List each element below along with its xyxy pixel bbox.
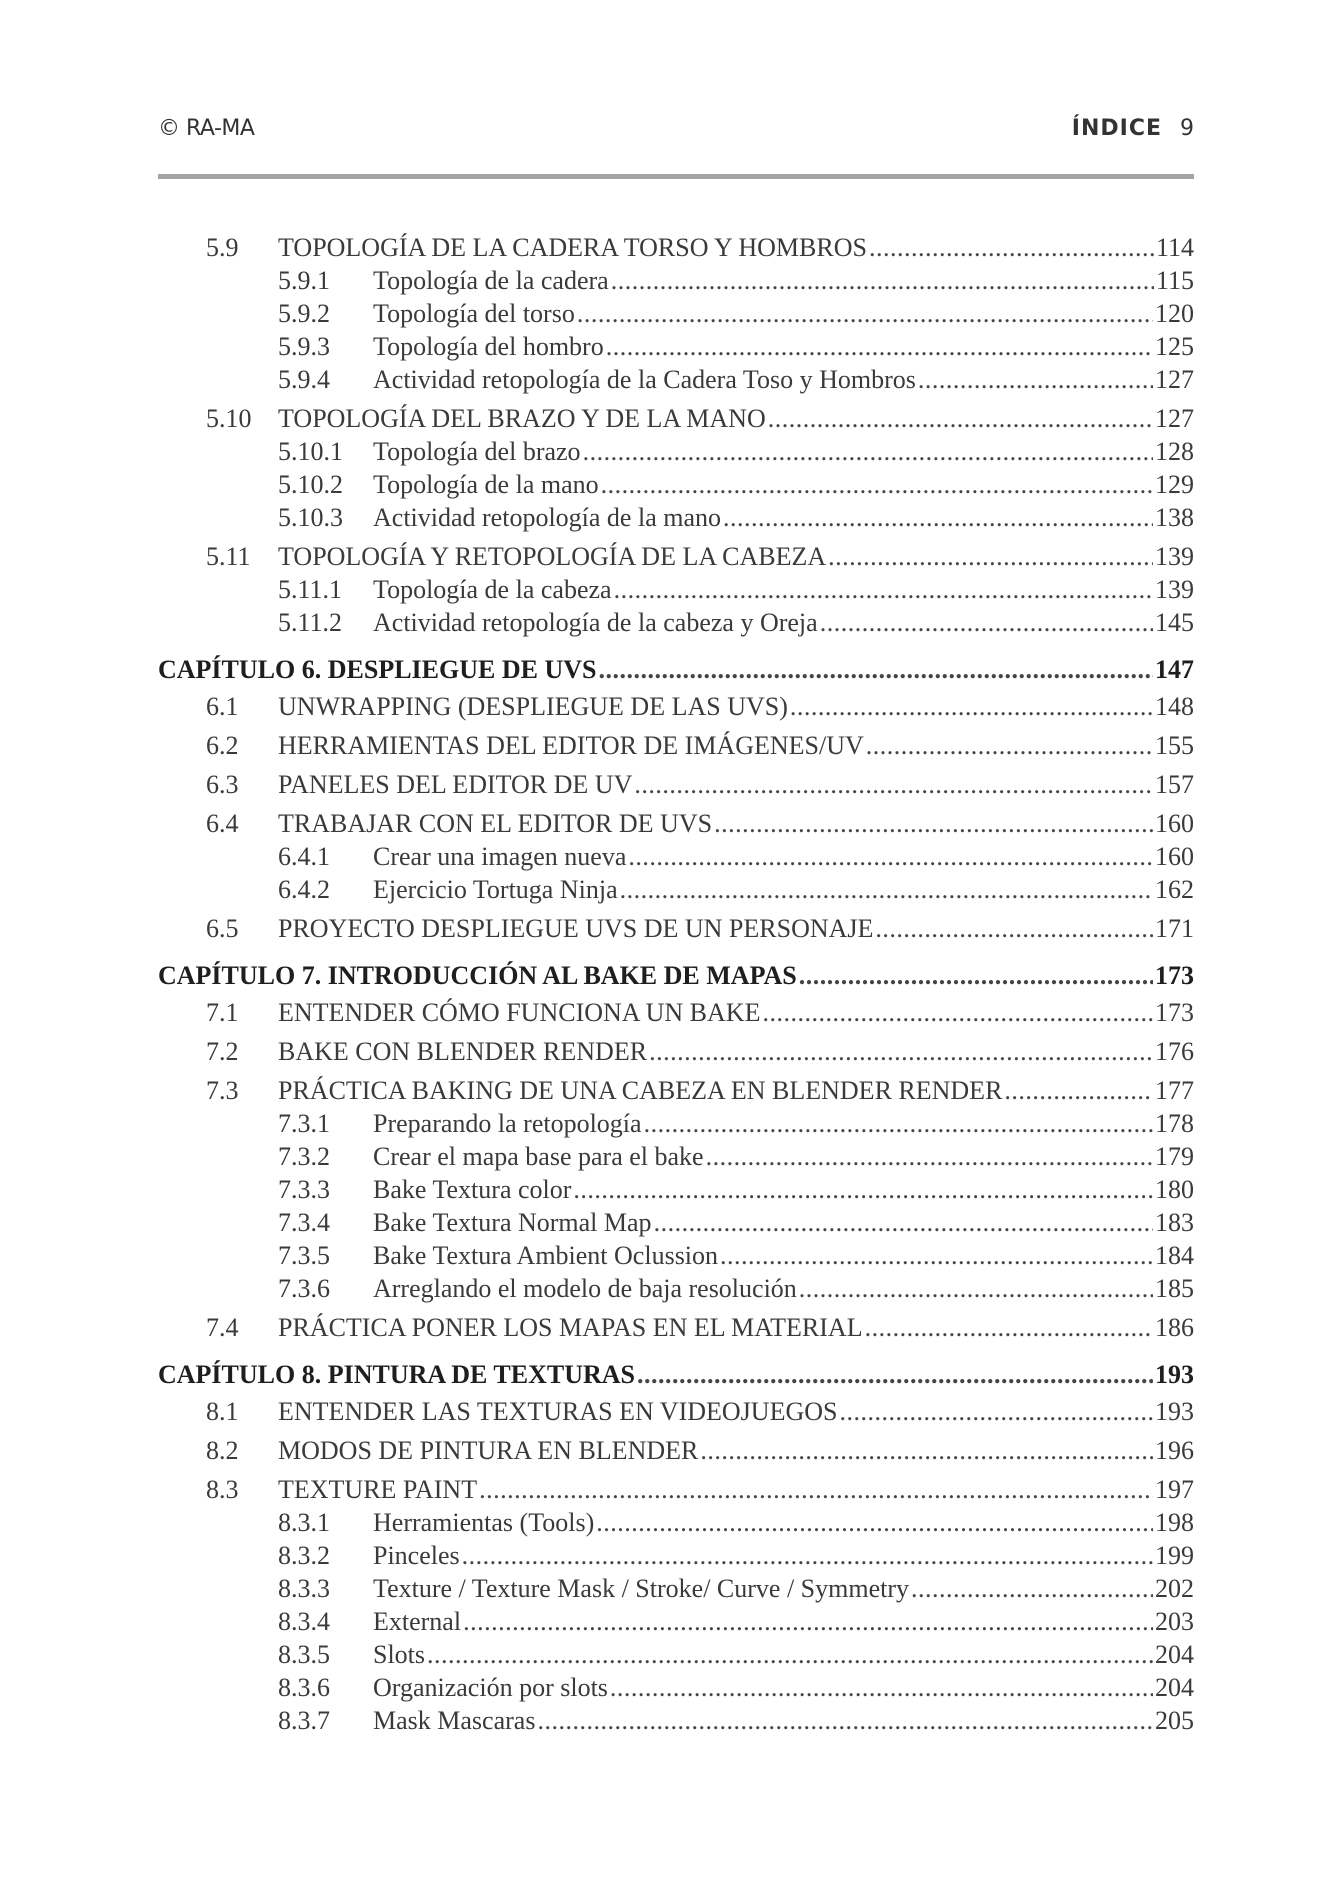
toc-entry-page: 147 — [1155, 655, 1194, 684]
toc-section-row[interactable] — [158, 912, 1194, 945]
toc-entry-title: Pinceles — [373, 1541, 460, 1570]
toc-entry-title: Actividad retopología de la Cadera Toso y Hombros — [373, 365, 916, 394]
toc-entry-title: Topología de la mano — [373, 470, 599, 499]
toc-entry-number: 6.4.2 — [278, 875, 330, 904]
toc-entry-number: 8.3.6 — [278, 1673, 330, 1702]
toc-entry-page: 173 — [1155, 961, 1194, 990]
toc-entry-title: Crear una imagen nueva — [373, 842, 627, 871]
dot-leader — [628, 840, 1153, 873]
toc-entry-number: 5.9.1 — [278, 266, 330, 295]
toc-subsection-row[interactable] — [158, 573, 1194, 606]
toc-entry-number: 8.3.1 — [278, 1508, 330, 1537]
toc-entry-title: Actividad retopología de la cabeza y Oreja — [373, 608, 818, 637]
toc-entry-title: ENTENDER CÓMO FUNCIONA UN BAKE — [278, 998, 761, 1027]
toc-subsection-row[interactable] — [158, 873, 1194, 906]
dot-leader — [611, 264, 1154, 297]
toc-entry-page: 203 — [1155, 1607, 1194, 1636]
toc-subsection-row[interactable] — [158, 297, 1194, 330]
toc-entry-title: PANELES DEL EDITOR DE UV — [278, 770, 633, 799]
toc-entry-page: 114 — [1155, 233, 1194, 262]
dot-leader — [644, 1107, 1153, 1140]
toc-entry-title: Organización por slots — [373, 1673, 608, 1702]
dot-leader — [720, 1239, 1153, 1272]
dot-leader — [537, 1704, 1153, 1737]
table-of-contents — [158, 231, 1194, 1737]
toc-entry-title: TEXTURE PAINT — [278, 1475, 478, 1504]
toc-entry-page: 127 — [1155, 404, 1194, 433]
dot-leader — [1004, 1074, 1153, 1107]
toc-entry-page: 180 — [1155, 1175, 1194, 1204]
toc-entry-number: 5.9.4 — [278, 365, 330, 394]
toc-entry-number: 7.3.2 — [278, 1142, 330, 1171]
toc-entry-title: PRÁCTICA PONER LOS MAPAS EN EL MATERIAL — [278, 1313, 863, 1342]
toc-entry-page: 171 — [1155, 914, 1194, 943]
toc-entry-number: 6.2 — [206, 731, 239, 760]
toc-entry-page: 177 — [1155, 1076, 1194, 1105]
toc-entry-title: TOPOLOGÍA DEL BRAZO Y DE LA MANO — [278, 404, 766, 433]
toc-entry-title: PROYECTO DESPLIEGUE UVS DE UN PERSONAJE — [278, 914, 874, 943]
toc-section-row[interactable] — [158, 807, 1194, 840]
toc-entry-title: TOPOLOGÍA DE LA CADERA TORSO Y HOMBROS — [278, 233, 867, 262]
toc-subsection-row[interactable] — [158, 1173, 1194, 1206]
toc-entry-page: 204 — [1155, 1640, 1194, 1669]
toc-entry-title: CAPÍTULO 7. INTRODUCCIÓN AL BAKE DE MAPAS — [158, 961, 797, 990]
dot-leader — [596, 1506, 1153, 1539]
toc-entry-title: Bake Textura Normal Map — [373, 1208, 652, 1237]
dot-leader — [577, 297, 1153, 330]
toc-entry-page: 198 — [1155, 1508, 1194, 1537]
toc-entry-number: 5.10 — [206, 404, 252, 433]
toc-entry-number: 6.4 — [206, 809, 239, 838]
toc-entry-number: 7.1 — [206, 998, 239, 1027]
toc-entry-number: 6.1 — [206, 692, 239, 721]
toc-subsection-row[interactable] — [158, 1206, 1194, 1239]
toc-section-row[interactable] — [158, 690, 1194, 723]
toc-entry-page: 157 — [1155, 770, 1194, 799]
toc-entry-page: 128 — [1155, 437, 1194, 466]
toc-section-row[interactable] — [158, 1395, 1194, 1428]
toc-entry-title: MODOS DE PINTURA EN BLENDER — [278, 1436, 699, 1465]
toc-entry-title: UNWRAPPING (DESPLIEGUE DE LAS UVS) — [278, 692, 788, 721]
dot-leader — [479, 1473, 1153, 1506]
toc-subsection-row[interactable] — [158, 363, 1194, 396]
toc-chapter-row[interactable] — [158, 959, 1194, 992]
toc-subsection-row[interactable] — [158, 1605, 1194, 1638]
header-rule — [158, 174, 1194, 179]
toc-section-row[interactable] — [158, 1434, 1194, 1467]
toc-entry-number: 6.3 — [206, 770, 239, 799]
toc-entry-page: 185 — [1155, 1274, 1194, 1303]
dot-leader — [601, 468, 1153, 501]
dot-leader — [620, 873, 1153, 906]
toc-entry-title: Topología de la cadera — [373, 266, 609, 295]
toc-entry-page: 138 — [1155, 503, 1194, 532]
toc-entry-page: 160 — [1155, 842, 1194, 871]
dot-leader — [598, 653, 1153, 686]
toc-subsection-row[interactable] — [158, 1539, 1194, 1572]
toc-entry-title: PRÁCTICA BAKING DE UNA CABEZA EN BLENDER RENDER — [278, 1076, 1003, 1105]
toc-entry-number: 8.3 — [206, 1475, 239, 1504]
toc-entry-title: Crear el mapa base para el bake — [373, 1142, 704, 1171]
running-header — [158, 112, 1194, 152]
toc-entry-page: 183 — [1155, 1208, 1194, 1237]
toc-subsection-row[interactable] — [158, 330, 1194, 363]
dot-leader — [911, 1572, 1153, 1605]
toc-entry-number: 8.3.3 — [278, 1574, 330, 1603]
toc-section-row[interactable] — [158, 768, 1194, 801]
toc-entry-number: 7.3.4 — [278, 1208, 330, 1237]
dot-leader — [614, 573, 1153, 606]
header-right — [1072, 116, 1194, 141]
toc-entry-number: 5.9.3 — [278, 332, 330, 361]
toc-entry-page: 115 — [1155, 266, 1194, 295]
dot-leader — [706, 1140, 1153, 1173]
toc-entry-page: 197 — [1155, 1475, 1194, 1504]
toc-entry-title: External — [373, 1607, 462, 1636]
toc-entry-number: 6.5 — [206, 914, 239, 943]
toc-entry-page: 162 — [1155, 875, 1194, 904]
dot-leader — [790, 690, 1153, 723]
toc-entry-number: 8.2 — [206, 1436, 239, 1465]
dot-leader — [799, 1272, 1153, 1305]
toc-entry-title: ENTENDER LAS TEXTURAS EN VIDEOJUEGOS — [278, 1397, 838, 1426]
toc-entry-page: 176 — [1155, 1037, 1194, 1066]
toc-entry-title: TRABAJAR CON EL EDITOR DE UVS — [278, 809, 713, 838]
toc-subsection-row[interactable] — [158, 1572, 1194, 1605]
toc-entry-title: Slots — [373, 1640, 426, 1669]
publisher-label: © RA-MA — [158, 116, 255, 141]
dot-leader — [573, 1173, 1153, 1206]
toc-entry-page: 148 — [1155, 692, 1194, 721]
dot-leader — [799, 959, 1153, 992]
toc-entry-number: 5.9.2 — [278, 299, 330, 328]
toc-entry-number: 8.3.2 — [278, 1541, 330, 1570]
toc-entry-number: 5.11.2 — [278, 608, 343, 637]
dot-leader — [583, 435, 1153, 468]
toc-subsection-row[interactable] — [158, 435, 1194, 468]
toc-entry-number: 7.3.3 — [278, 1175, 330, 1204]
toc-entry-title: CAPÍTULO 8. PINTURA DE TEXTURAS — [158, 1360, 635, 1389]
dot-leader — [700, 1434, 1153, 1467]
toc-entry-page: 139 — [1155, 575, 1194, 604]
toc-entry-number: 6.4.1 — [278, 842, 330, 871]
toc-entry-page: 204 — [1155, 1673, 1194, 1702]
toc-entry-title: Bake Textura color — [373, 1175, 572, 1204]
dot-leader — [865, 1311, 1153, 1344]
toc-entry-number: 5.9 — [206, 233, 239, 262]
dot-leader — [714, 807, 1153, 840]
toc-entry-number: 8.3.4 — [278, 1607, 330, 1636]
toc-entry-page: 199 — [1155, 1541, 1194, 1570]
toc-section-row[interactable] — [158, 402, 1194, 435]
dot-leader — [634, 768, 1153, 801]
toc-entry-title: Topología de la cabeza — [373, 575, 612, 604]
toc-subsection-row[interactable] — [158, 1671, 1194, 1704]
toc-subsection-row[interactable] — [158, 606, 1194, 639]
toc-entry-number: 7.4 — [206, 1313, 239, 1342]
toc-entry-title: Arreglando el modelo de baja resolución — [373, 1274, 797, 1303]
toc-entry-number: 8.3.5 — [278, 1640, 330, 1669]
section-title: ÍNDICE — [1071, 116, 1162, 141]
toc-entry-title: Preparando la retopología — [373, 1109, 642, 1138]
dot-leader — [610, 1671, 1153, 1704]
toc-section-row[interactable] — [158, 1074, 1194, 1107]
toc-entry-number: 5.10.2 — [278, 470, 343, 499]
toc-entry-number: 7.3 — [206, 1076, 239, 1105]
toc-subsection-row[interactable] — [158, 468, 1194, 501]
dot-leader — [918, 363, 1153, 396]
dot-leader — [427, 1638, 1153, 1671]
toc-entry-title: Topología del torso — [373, 299, 575, 328]
dot-leader — [462, 1539, 1153, 1572]
toc-section-row[interactable] — [158, 540, 1194, 573]
toc-entry-title: Mask Mascaras — [373, 1706, 536, 1735]
toc-entry-page: 160 — [1155, 809, 1194, 838]
toc-entry-page: 173 — [1155, 998, 1194, 1027]
dot-leader — [649, 1035, 1153, 1068]
toc-entry-page: 129 — [1155, 470, 1194, 499]
toc-subsection-row[interactable] — [158, 1239, 1194, 1272]
toc-subsection-row[interactable] — [158, 840, 1194, 873]
toc-section-row[interactable] — [158, 231, 1194, 264]
dot-leader — [654, 1206, 1153, 1239]
toc-entry-title: Texture / Texture Mask / Stroke/ Curve / Symmetry — [373, 1574, 910, 1603]
dot-leader — [839, 1395, 1153, 1428]
toc-subsection-row[interactable] — [158, 1272, 1194, 1305]
toc-subsection-row[interactable] — [158, 501, 1194, 534]
dot-leader — [869, 231, 1154, 264]
toc-entry-page: 184 — [1155, 1241, 1194, 1270]
dot-leader — [820, 606, 1153, 639]
toc-entry-title: TOPOLOGÍA Y RETOPOLOGÍA DE LA CABEZA — [278, 542, 827, 571]
toc-entry-title: BAKE CON BLENDER RENDER — [278, 1037, 648, 1066]
toc-entry-title: Topología del hombro — [373, 332, 604, 361]
toc-entry-page: 145 — [1155, 608, 1194, 637]
toc-chapter-row[interactable] — [158, 1358, 1194, 1391]
dot-leader — [828, 540, 1153, 573]
dot-leader — [637, 1358, 1153, 1391]
toc-section-row[interactable] — [158, 729, 1194, 762]
dot-leader — [768, 402, 1153, 435]
toc-entry-number: 5.11.1 — [278, 575, 343, 604]
toc-section-row[interactable] — [158, 1035, 1194, 1068]
toc-entry-page: 202 — [1155, 1574, 1194, 1603]
toc-entry-page: 155 — [1155, 731, 1194, 760]
toc-entry-title: CAPÍTULO 6. DESPLIEGUE DE UVS — [158, 655, 597, 684]
toc-entry-number: 7.3.1 — [278, 1109, 330, 1138]
toc-entry-page: 205 — [1155, 1706, 1194, 1735]
toc-entry-page: 193 — [1155, 1397, 1194, 1426]
toc-entry-title: Ejercicio Tortuga Ninja — [373, 875, 618, 904]
toc-subsection-row[interactable] — [158, 264, 1194, 297]
toc-entry-page: 186 — [1155, 1313, 1194, 1342]
toc-entry-title: HERRAMIENTAS DEL EDITOR DE IMÁGENES/UV — [278, 731, 864, 760]
toc-entry-title: Herramientas (Tools) — [373, 1508, 595, 1537]
toc-chapter-row[interactable] — [158, 653, 1194, 686]
toc-entry-page: 127 — [1155, 365, 1194, 394]
toc-subsection-row[interactable] — [158, 1638, 1194, 1671]
toc-entry-title: Topología del brazo — [373, 437, 581, 466]
toc-subsection-row[interactable] — [158, 1107, 1194, 1140]
toc-entry-title: Bake Textura Ambient Oclussion — [373, 1241, 719, 1270]
dot-leader — [606, 330, 1153, 363]
toc-entry-page: 193 — [1155, 1360, 1194, 1389]
dot-leader — [463, 1605, 1153, 1638]
toc-section-row[interactable] — [158, 1311, 1194, 1344]
toc-entry-page: 120 — [1155, 299, 1194, 328]
toc-entry-number: 8.1 — [206, 1397, 239, 1426]
toc-entry-number: 7.3.5 — [278, 1241, 330, 1270]
toc-section-row[interactable] — [158, 1473, 1194, 1506]
toc-entry-page: 179 — [1155, 1142, 1194, 1171]
page-number: 9 — [1180, 116, 1194, 141]
toc-subsection-row[interactable] — [158, 1506, 1194, 1539]
toc-entry-title: Actividad retopología de la mano — [373, 503, 722, 532]
toc-entry-page: 178 — [1155, 1109, 1194, 1138]
toc-entry-number: 5.10.3 — [278, 503, 343, 532]
toc-entry-page: 139 — [1155, 542, 1194, 571]
toc-entry-page: 196 — [1155, 1436, 1194, 1465]
toc-entry-number: 7.3.6 — [278, 1274, 330, 1303]
toc-section-row[interactable] — [158, 996, 1194, 1029]
toc-entry-number: 7.2 — [206, 1037, 239, 1066]
dot-leader — [875, 912, 1153, 945]
toc-entry-number: 5.11 — [206, 542, 251, 571]
toc-entry-number: 8.3.7 — [278, 1706, 330, 1735]
dot-leader — [723, 501, 1153, 534]
dot-leader — [866, 729, 1153, 762]
dot-leader — [762, 996, 1153, 1029]
toc-entry-number: 5.10.1 — [278, 437, 343, 466]
toc-entry-page: 125 — [1155, 332, 1194, 361]
toc-subsection-row[interactable] — [158, 1704, 1194, 1737]
toc-subsection-row[interactable] — [158, 1140, 1194, 1173]
